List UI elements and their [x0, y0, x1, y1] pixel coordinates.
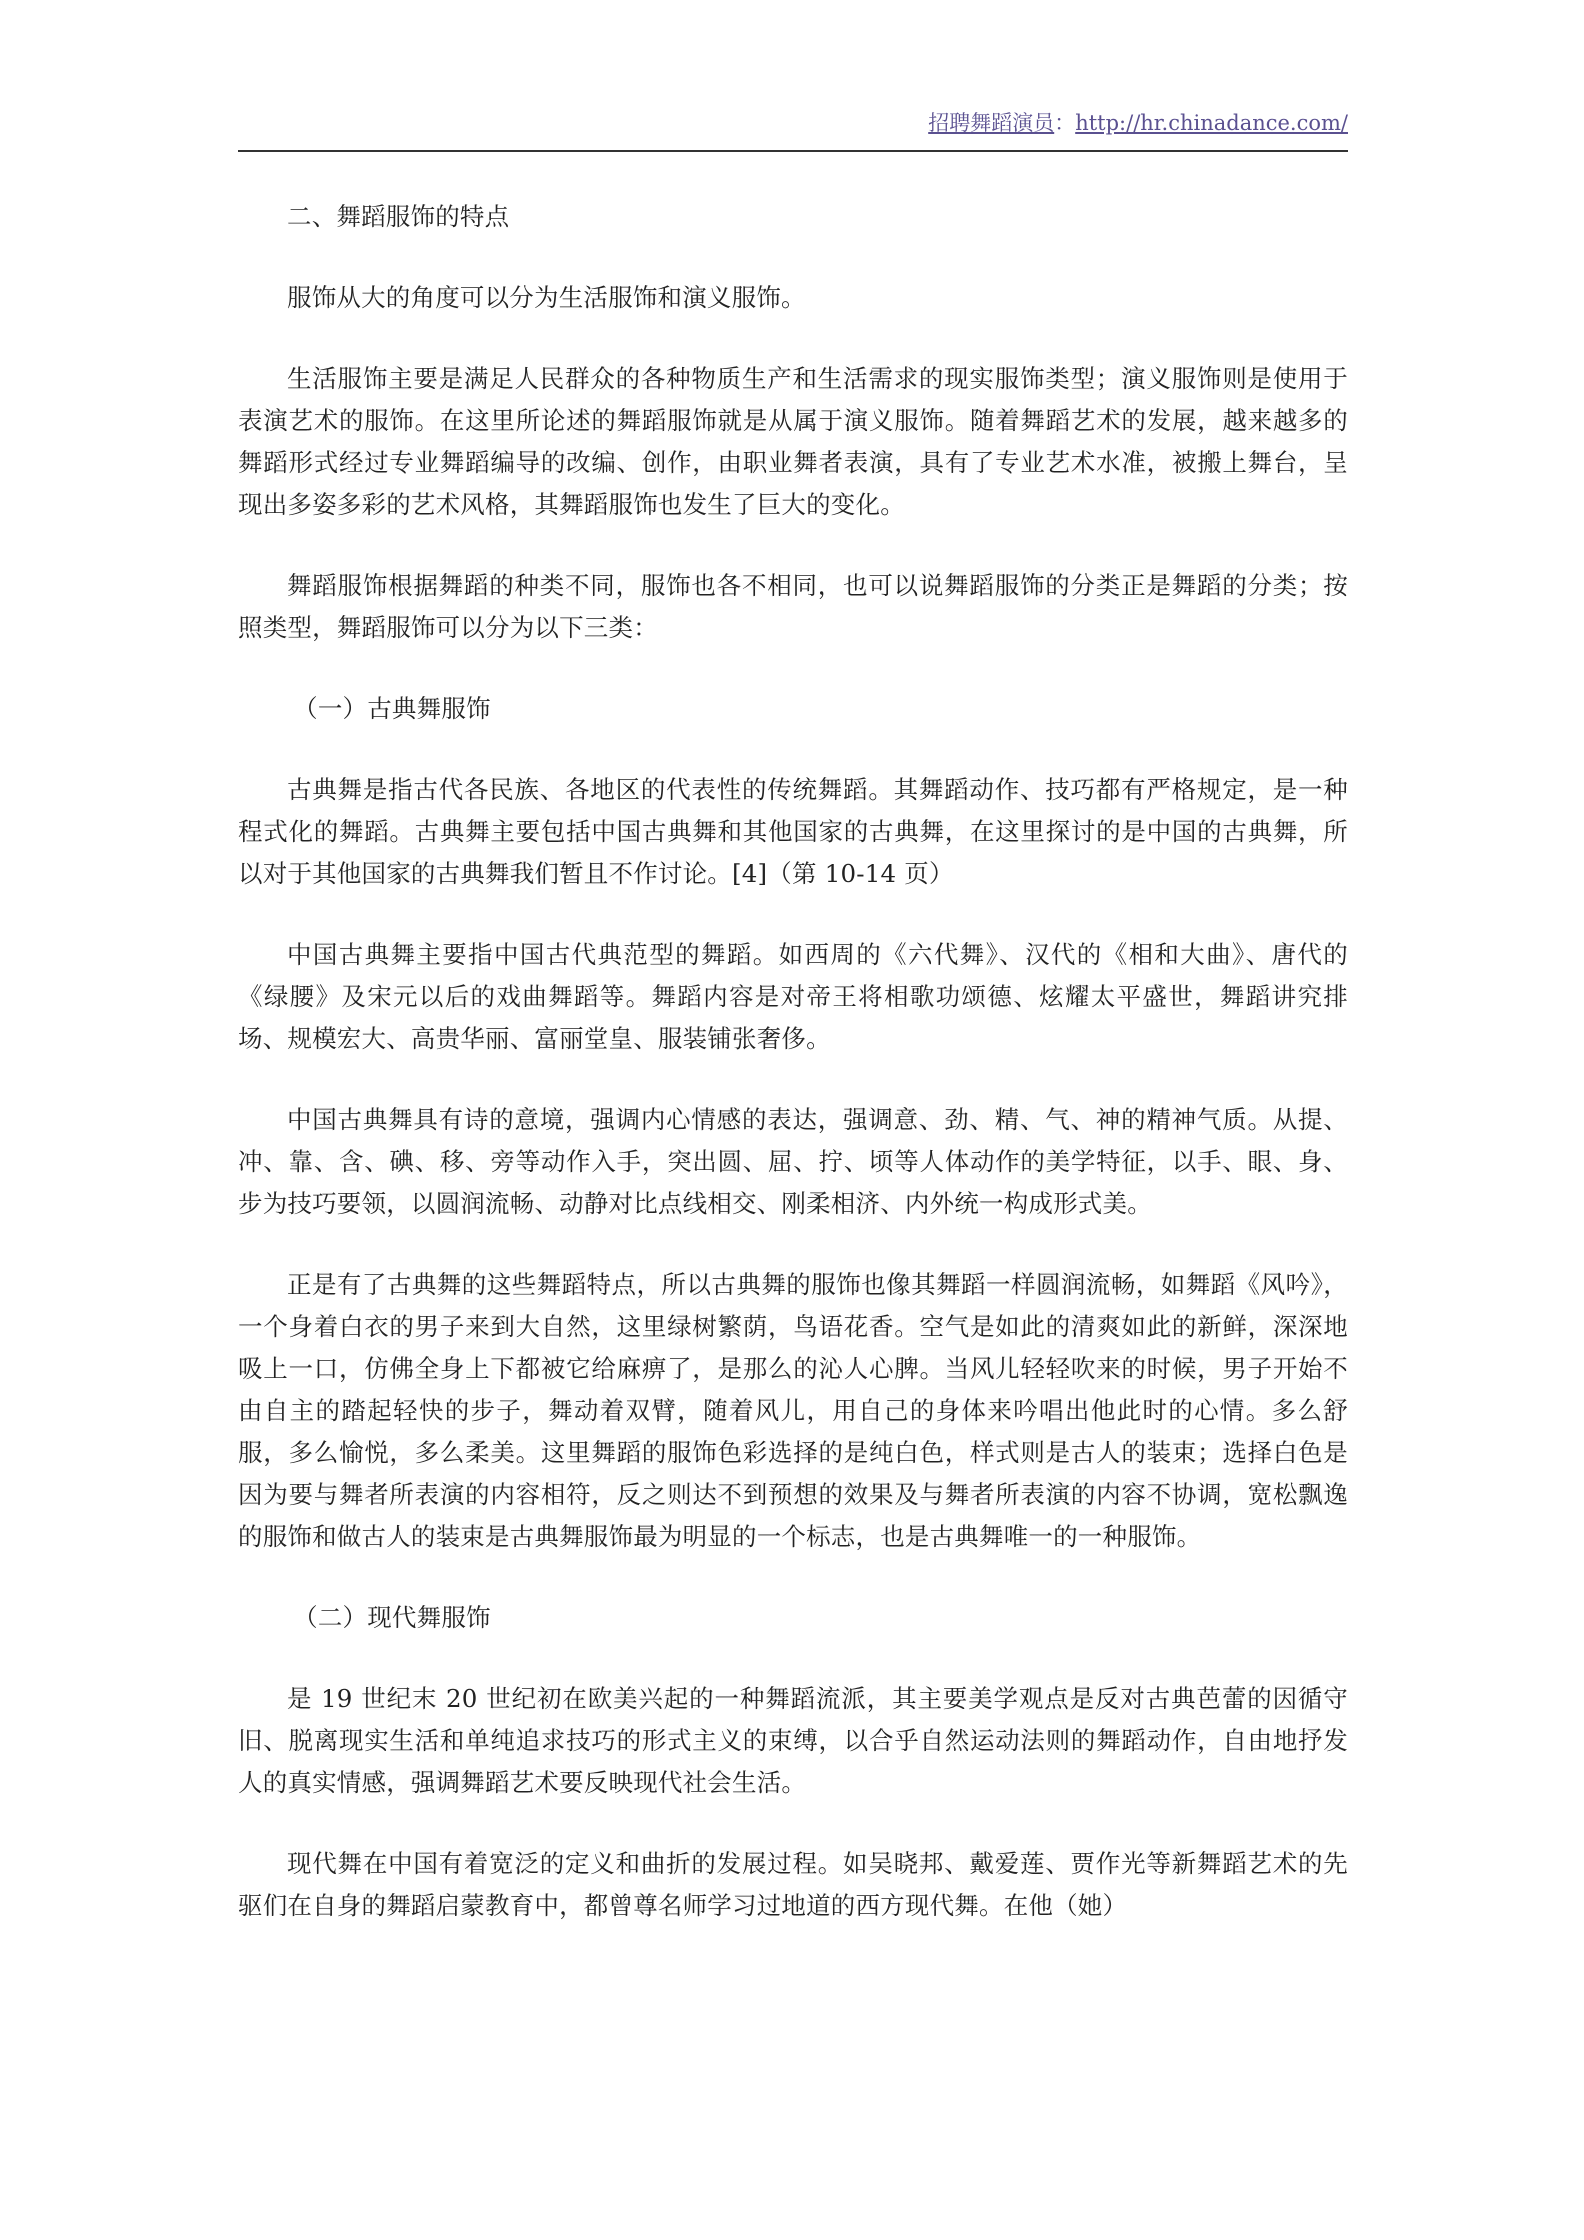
site-url-link[interactable]: http://hr.chinadance.com/ — [1075, 111, 1348, 135]
subsection-heading-classical: （一）古典舞服饰 — [293, 694, 491, 723]
paragraph: 是 19 世纪末 20 世纪初在欧美兴起的一种舞蹈流派，其主要美学观点是反对古典芭蕾的因循守旧、脱离现实生活和单纯追求技巧的形式主义的束缚，以合乎自然运动法则的舞蹈动作，自由地抒发人的真实情感，强调舞蹈艺术要反映现代社会生活。 — [238, 1684, 1348, 1797]
paragraph: 正是有了古典舞的这些舞蹈特点，所以古典舞的服饰也像其舞蹈一样圆润流畅，如舞蹈《风吟》，一个身着白衣的男子来到大自然，这里绿树繁荫，鸟语花香。空气是如此的清爽如此的新鲜，深深地吸上一口，仿佛全身上下都被它给麻痹了，是那么的沁人心脾。当风儿轻轻吹来的时候，男子开始不由自主的踏起轻快的步子，舞动着双臂，随着风儿，用自己的身体来吟唱出他此时的心情。多么舒服，多么愉悦，多么柔美。这里舞蹈的服饰色彩选择的是纯白色，样式则是古人的装束；选择白色是因为要与舞者所表演的内容相符，反之则达不到预想的效果及与舞者所表演的内容不协调，宽松飘逸的服饰和做古人的装束是古典舞服饰最为明显的一个标志，也是古典舞唯一的一种服饰。 — [238, 1270, 1348, 1551]
page-header — [238, 108, 1348, 152]
paragraph: 服饰从大的角度可以分为生活服饰和演义服饰。 — [287, 283, 806, 312]
recruit-dancer-link[interactable]: 招聘舞蹈演员 — [928, 111, 1055, 135]
paragraph: 现代舞在中国有着宽泛的定义和曲折的发展过程。如吴晓邦、戴爱莲、贾作光等新舞蹈艺术的先驱们在自身的舞蹈启蒙教育中，都曾尊名师学习过地道的西方现代舞。在他（她） — [238, 1849, 1348, 1920]
subsection-heading-modern: （二）现代舞服饰 — [293, 1603, 491, 1632]
header-separator: ： — [1054, 111, 1076, 135]
paragraph: 舞蹈服饰根据舞蹈的种类不同，服饰也各不相同，也可以说舞蹈服饰的分类正是舞蹈的分类；按照类型，舞蹈服饰可以分为以下三类： — [238, 571, 1348, 642]
paragraph: 生活服饰主要是满足人民群众的各种物质生产和生活需求的现实服饰类型；演义服饰则是使用于表演艺术的服饰。在这里所论述的舞蹈服饰就是从属于演义服饰。随着舞蹈艺术的发展，越来越多的舞蹈形式经过专业舞蹈编导的改编、创作，由职业舞者表演，具有了专业艺术水准，被搬上舞台，呈现出多姿多彩的艺术风格，其舞蹈服饰也发生了巨大的变化。 — [238, 364, 1348, 519]
paragraph: 中国古典舞具有诗的意境，强调内心情感的表达，强调意、劲、精、气、神的精神气质。从提、冲、靠、含、碘、移、旁等动作入手，突出圆、屈、拧、顷等人体动作的美学特征，以手、眼、身、步为技巧要领，以圆润流畅、动静对比点线相交、刚柔相济、内外统一构成形式美。 — [238, 1105, 1348, 1218]
paragraph: 古典舞是指古代各民族、各地区的代表性的传统舞蹈。其舞蹈动作、技巧都有严格规定，是一种程式化的舞蹈。古典舞主要包括中国古典舞和其他国家的古典舞，在这里探讨的是中国的古典舞，所以对于其他国家的古典舞我们暂且不作讨论。[4]（第 10-14 页） — [238, 775, 1348, 888]
document-body — [238, 196, 1348, 1966]
paragraph: 中国古典舞主要指中国古代典范型的舞蹈。如西周的《六代舞》、汉代的《相和大曲》、唐代的《绿腰》及宋元以后的戏曲舞蹈等。舞蹈内容是对帝王将相歌功颂德、炫耀太平盛世，舞蹈讲究排场、规模宏大、高贵华丽、富丽堂皇、服装铺张奢侈。 — [238, 940, 1348, 1053]
section-heading: 二、舞蹈服饰的特点 — [287, 202, 510, 231]
